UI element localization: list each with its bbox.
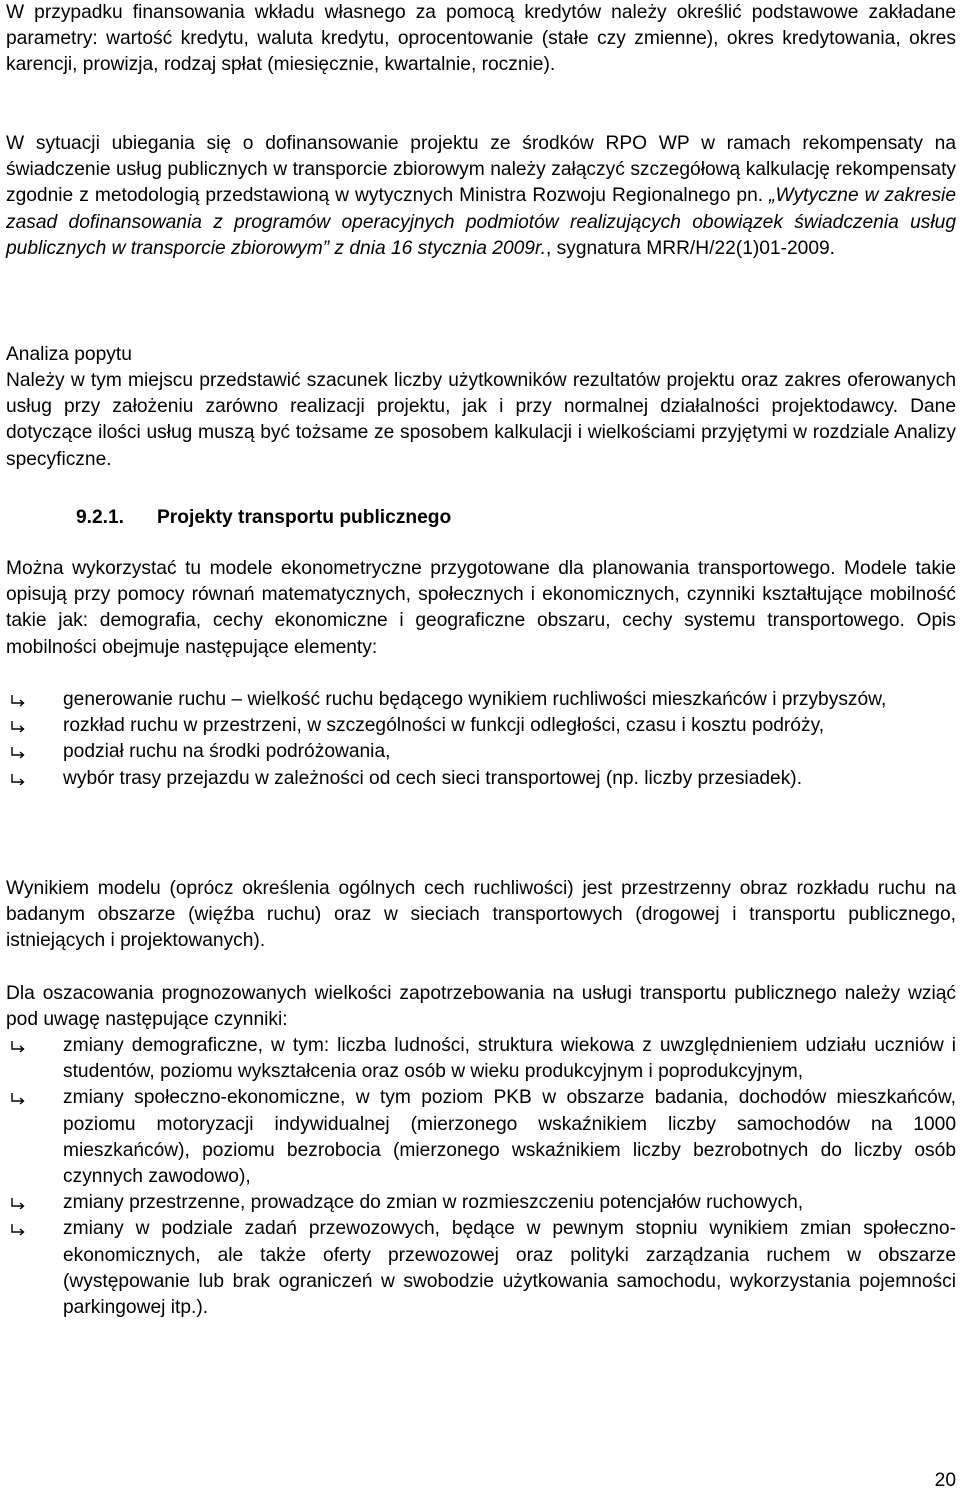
list-item (6, 1190, 956, 1216)
list-item (6, 713, 956, 739)
mobility-elements-list (6, 687, 956, 792)
section-heading (76, 505, 451, 531)
arrow-return-right-icon (8, 739, 32, 765)
rpo-text: W sytuacji ubiegania się o dofinansowanie projektu ze środków RPO WP w ramach rekompensaty na świadczenie usług publicznych w transporcie zbiorowym należy załączyć szczegółową kalkulację rekompensaty zgodnie z metodologią przedstawioną w wytycznych Ministra Rozwoju Regionalnego pn. (6, 133, 956, 207)
paragraph-model-result: Wynikiem modelu (oprócz określenia ogólnych cech ruchliwości) jest przestrzenny obraz rozkładu ruchu na badanym obszarze (więźba ruchu) oraz w sieciach transportowych (drogowej i transportu publicznego, istniejących i projektowanych). (6, 878, 956, 952)
paragraph-credit-parameters: W przypadku finansowania wkładu własnego za pomocą kredytów należy określić podstawowe zakładane parametry: wartość kredytu, waluta kredytu, oprocentowanie (stałe czy zmienne), okres kredytowania, okres karencji, prowizja, rodzaj spłat (miesięcznie, kwartalnie, rocznie). (6, 2, 956, 76)
arrow-return-right-icon (8, 766, 32, 792)
arrow-return-right-icon (8, 687, 32, 713)
paragraph-econometric-models: Można wykorzystać tu modele ekonometryczne przygotowane dla planowania transportowego. Modele takie opisują przy pomocy równań matematycznych, społecznych i ekonomicznych, czynniki kształtujące mobilność takie jak: demografia, cechy ekonomiczne i geograficzne obszaru, cechy systemu transportowego. Opis mobilności obejmuje następujące elementy: (6, 558, 956, 658)
list-item-text: zmiany społeczno-ekonomiczne, w tym poziom PKB w obszarze badania, dochodów mieszkańców, poziomu motoryzacji indywidualnej (mierzonego wskaźnikiem liczby samochodów na 1000 mieszkańców), poziomu bezrobocia (mierzonego wskaźnikiem liczby bezrobotnych do liczby osób czynnych zawodowo), (63, 1087, 956, 1188)
list-item-text: wybór trasy przejazdu w zależności od cech sieci transportowej (np. liczby przesiadek). (63, 767, 803, 789)
arrow-return-right-icon (8, 1033, 32, 1059)
section-number: 9.2.1. (76, 507, 125, 528)
demand-factors-list (6, 1033, 956, 1321)
rpo-signature: , sygnatura MRR/H/22(1)01-2009. (545, 237, 835, 259)
paragraph-demand-analysis: Należy w tym miejscu przedstawić szacunek liczby użytkowników rezultatów projektu oraz zakres oferowanych usług przy założeniu zarówno realizacji projektu, jak i przy normalnej działalności projektodawcy. Dane dotyczące ilości usług muszą być tożsame ze sposobem kalkulacji i wielkościami przyjętymi w rozdziale Analizy specyficzne. (6, 370, 956, 470)
page-number: 20 (934, 1470, 956, 1491)
arrow-return-right-icon (8, 1216, 32, 1242)
paragraph-demand-factors: Dla oszacowania prognozowanych wielkości zapotrzebowania na usługi transportu publicznego należy wziąć pod uwagę następujące czynniki: (6, 983, 956, 1031)
list-item (6, 1085, 956, 1190)
section-label-demand-analysis: Analiza popytu (6, 344, 132, 365)
list-item-text: generowanie ruchu – wielkość ruchu będącego wynikiem ruchliwości mieszkańców i przybyszów, (63, 689, 887, 710)
list-item (6, 687, 956, 713)
arrow-return-right-icon (8, 713, 32, 739)
section-title: Projekty transportu publicznego (157, 507, 452, 528)
list-item (6, 766, 956, 792)
rpo-guidelines-title: „Wytyczne w zakresie zasad dofinansowania z programów operacyjnych podmiotów realizujących obowiązek świadczenia usług publicznych w transporcie zbiorowym” z dnia 16 stycznia 2009r. (6, 185, 956, 259)
list-item (6, 1033, 956, 1085)
arrow-return-right-icon (8, 1085, 32, 1111)
list-item-text: zmiany w podziale zadań przewozowych, będące w pewnym stopniu wynikiem zmian społeczno-ekonomicznych, ale także oferty przewozowej oraz polityki zarządzania ruchem w obszarze (występowanie lub brak ograniczeń w swobodzie użytkowania samochodu, wykorzystania pojemności parkingowej itp.). (63, 1218, 956, 1319)
list-item-text: zmiany przestrzenne, prowadzące do zmian w rozmieszczeniu potencjałów ruchowych, (63, 1192, 804, 1214)
list-item-text: rozkład ruchu w przestrzeni, w szczególności w funkcji odległości, czasu i kosztu podróży, (63, 715, 825, 737)
paragraph-rpo-compensation (6, 131, 956, 262)
list-item-text: zmiany demograficzne, w tym: liczba ludności, struktura wiekowa z uwzględnieniem udziału uczniów i studentów, poziomu wykształcenia oraz osób w wieku produkcyjnym i poprodukcyjnym, (63, 1035, 956, 1083)
list-item (6, 1216, 956, 1321)
arrow-return-right-icon (8, 1190, 32, 1216)
list-item-text: podział ruchu na środki podróżowania, (63, 741, 391, 763)
list-item (6, 739, 956, 765)
